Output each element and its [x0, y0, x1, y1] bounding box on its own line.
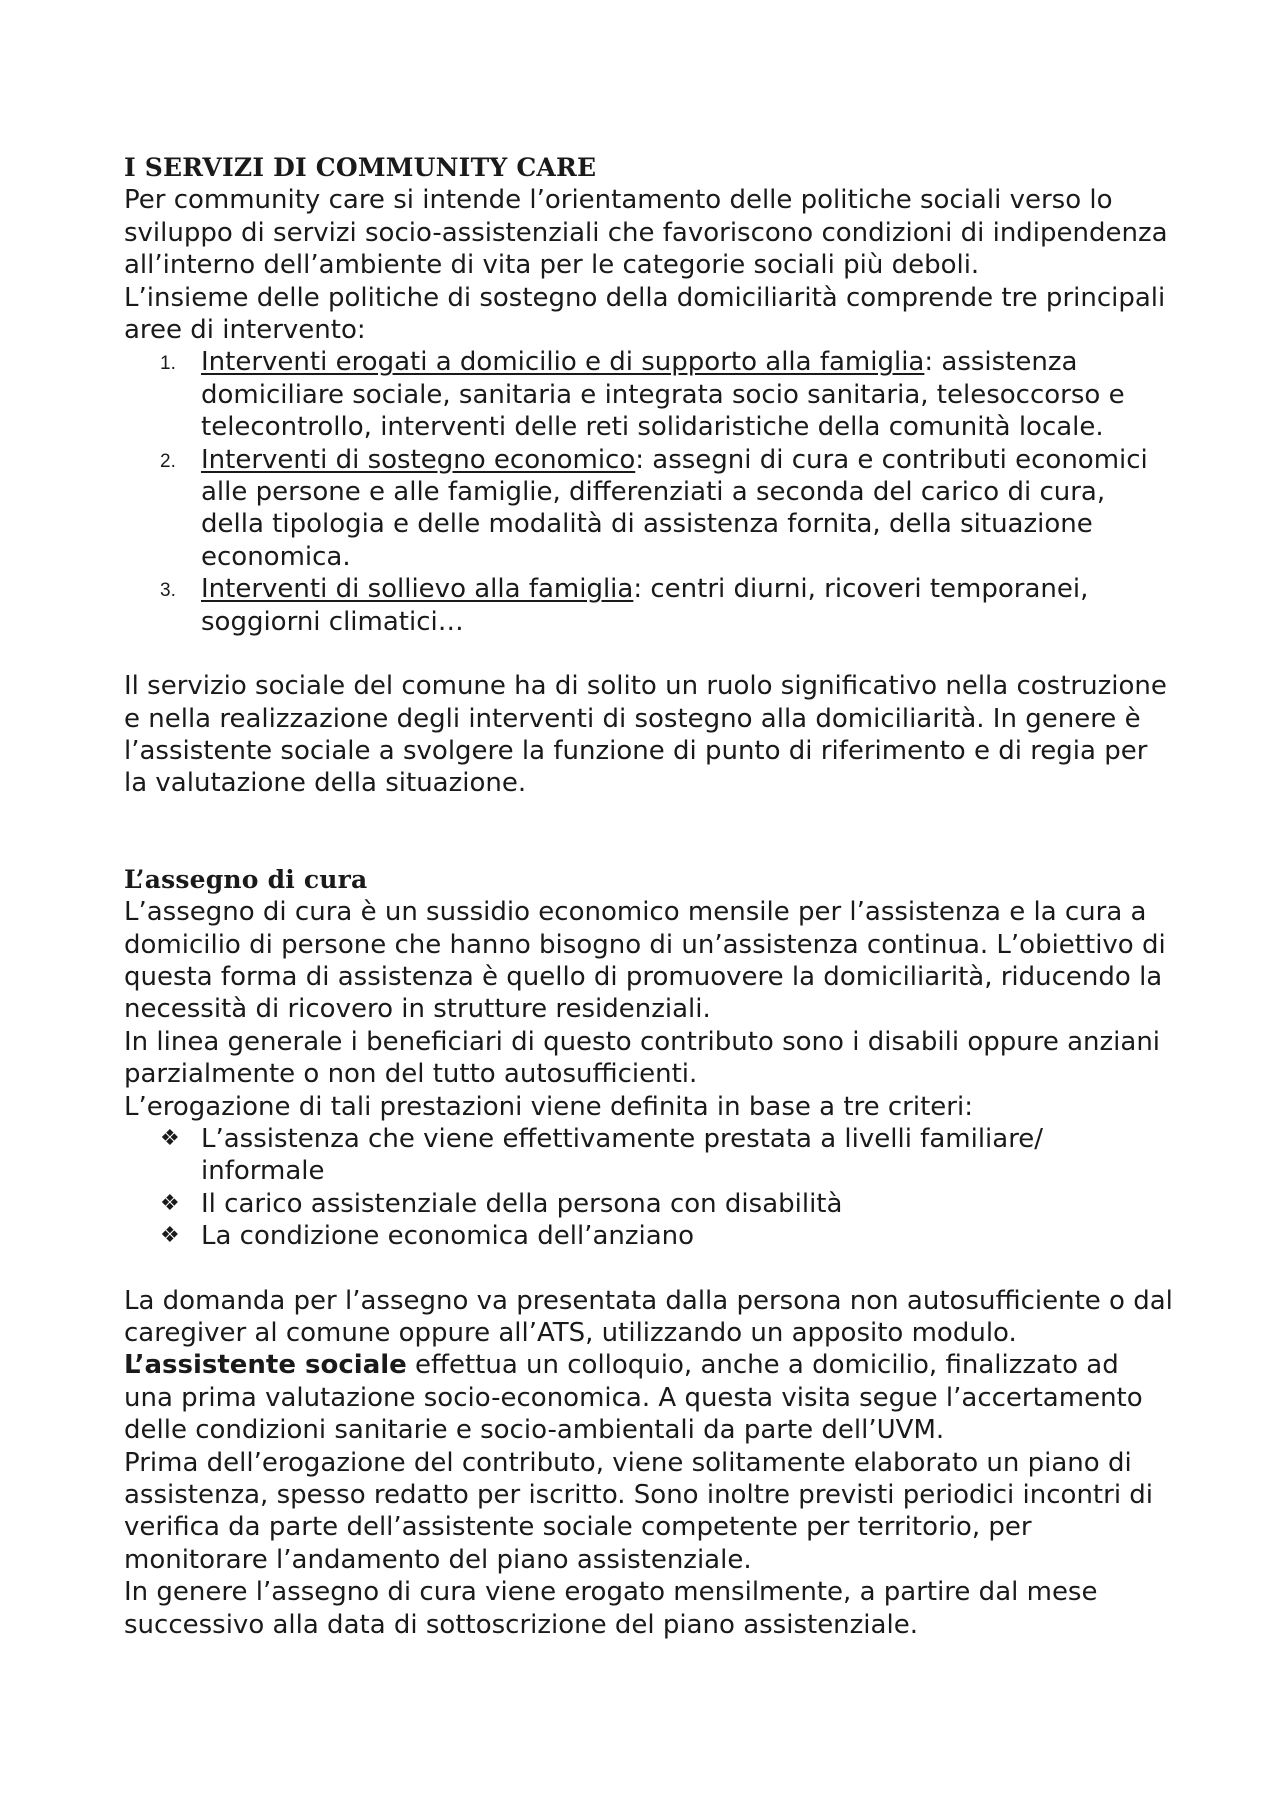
list-item-heading: Interventi di sollievo alla famiglia: [201, 574, 634, 605]
bullet-diamond-icon: ❖: [160, 1125, 180, 1151]
list-item-heading: Interventi erogati a domicilio e di supporto alla famiglia: [201, 347, 925, 378]
list-item-text: : centri diurni, ricoveri temporanei, soggiorni climatici…: [201, 574, 1089, 637]
bullet-diamond-icon: ❖: [160, 1190, 180, 1216]
paragraph-beneficiaries: In linea generale i beneficiari di questo contributo sono i disabili oppure anziani parzialmente o non del tutto autosufficienti.: [124, 1026, 1161, 1090]
list-item-text: Il carico assistenziale della persona con disabilità: [201, 1188, 843, 1219]
paragraph-criteria: L’erogazione di tali prestazioni viene definita in base a tre criteri:: [124, 1091, 973, 1122]
document-page: [124, 152, 1174, 1641]
list-item: [124, 573, 1174, 638]
paragraph-payment: In genere l’assegno di cura viene erogato mensilmente, a partire dal mese successivo alla data di sottoscrizione del piano assistenziale.: [124, 1577, 1098, 1640]
list-item: [124, 1220, 1174, 1252]
list-item: [124, 1123, 1174, 1188]
paragraph-definition: L’assegno di cura è un sussidio economico mensile per l’assistenza e la cura a domicilio di persone che hanno bisogno di un’assistenza continua. L’obiettivo di questa forma di assistenza è quello di promuovere la domiciliarità, riducendo la necessità di ricovero in strutture residenziali.: [124, 897, 1166, 1025]
paragraph-social-worker-text: effettua un colloquio, anche a domicilio, finalizzato ad una prima valutazione socio-economica. A questa visita segue l’accertamento delle condizioni sanitarie e socio-ambientali da parte dell’UVM.: [124, 1350, 1143, 1446]
list-item-heading: Interventi di sostegno economico: [201, 444, 636, 475]
list-item-text: : assistenza domiciliare sociale, sanitaria e integrata socio sanitaria, telesoccorso e telecontrollo, interventi delle reti solidaristiche della comunità locale.: [201, 347, 1125, 443]
list-item-text: La condizione economica dell’anziano: [201, 1221, 695, 1252]
spacer: [124, 1253, 1174, 1285]
spacer: [124, 638, 1174, 670]
bullet-diamond-icon: ❖: [160, 1223, 180, 1249]
list-number: 2.: [160, 450, 176, 472]
list-item-text: L’assistenza che viene effettivamente prestata a livelli familiare/ informale: [201, 1123, 1044, 1187]
list-item: [124, 444, 1174, 574]
intervention-list: [124, 346, 1174, 638]
list-item-text: : assegni di cura e contributi economici alle persone e alle famiglie, differenziati a seconda del carico di cura, della tipologia e delle modalità di assistenza fornita, della situazione economica.: [201, 444, 1148, 572]
spacer: [124, 800, 1174, 864]
paragraph-application: La domanda per l’assegno va presentata dalla persona non autosufficiente o dal caregiver al comune oppure all’ATS, utilizzando un apposito modulo.: [124, 1285, 1173, 1348]
bold-term: L’assistente sociale: [124, 1350, 407, 1381]
list-number: 3.: [160, 580, 176, 602]
paragraph-social-worker: [124, 1349, 1174, 1446]
section-title-community-care: I SERVIZI DI COMMUNITY CARE: [124, 153, 597, 182]
criteria-list: [124, 1123, 1174, 1253]
intro-paragraph-2: L’insieme delle politiche di sostegno della domiciliarità comprende tre principali aree di intervento:: [124, 282, 1166, 346]
intro-paragraph: Per community care si intende l’orientamento delle politiche sociali verso lo sviluppo di servizi socio-assistenziali che favoriscono condizioni di indipendenza all’interno dell’ambiente di vita per le categorie sociali più deboli.: [124, 185, 1168, 281]
list-item: [124, 346, 1174, 443]
list-number: 1.: [160, 353, 176, 375]
paragraph-care-plan: Prima dell’erogazione del contributo, viene solitamente elaborato un piano di assistenza, spesso redatto per iscritto. Sono inoltre previsti periodici incontri di verifica da parte dell’assistente sociale competente per territorio, per monitorare l’andamento del piano assistenziale.: [124, 1447, 1154, 1575]
closing-paragraph: Il servizio sociale del comune ha di solito un ruolo significativo nella costruzione e nella realizzazione degli interventi di sostegno alla domiciliarità. In genere è l’assistente sociale a svolgere la funzione di punto di riferimento e di regia per la valutazione della situazione.: [124, 671, 1167, 799]
section-title-assegno-di-cura: L’assegno di cura: [124, 864, 368, 894]
list-item: [124, 1188, 1174, 1220]
